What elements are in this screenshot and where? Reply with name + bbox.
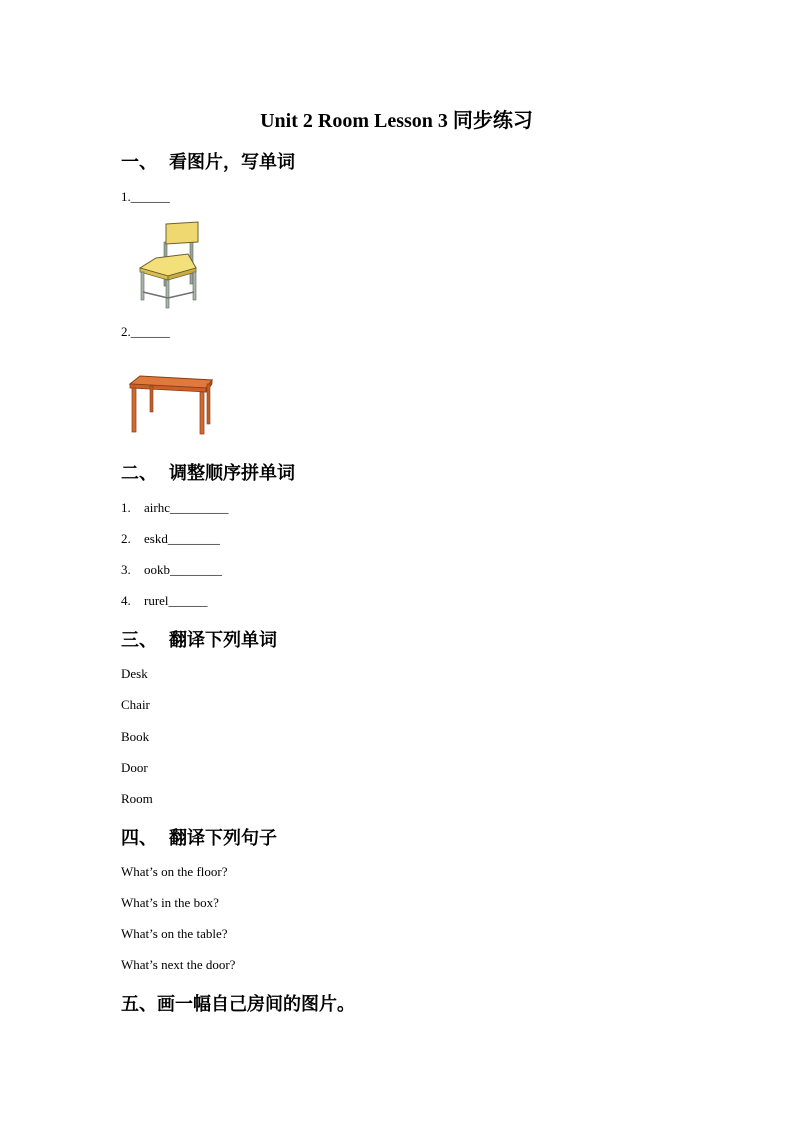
page-title: Unit 2 Room Lesson 3 同步练习 [260,110,533,132]
item-text: rurel______ [144,593,208,608]
word-item-4: Door [121,760,148,775]
sentence-item-3: What’s on the table? [121,926,228,941]
unscramble-item-3 [121,562,222,578]
word-item-5: Room [121,791,153,806]
section-4-heading [121,824,277,850]
section-1-heading [121,148,295,174]
item-text: ookb________ [144,562,222,577]
item-number: 2. [121,531,131,546]
sentence-item-2: What’s in the box? [121,895,219,910]
section-3-title: 翻译下列单词 [169,630,277,651]
chair-icon [134,218,204,310]
section-5-heading: 五、画一幅自己房间的图片。 [121,994,355,1015]
section-2-heading [121,459,295,485]
unscramble-item-2 [121,531,220,547]
item-number: 3. [121,562,131,577]
section-2-number: 二、 [121,463,157,484]
sentence-item-1: What’s on the floor? [121,864,228,879]
section-2-title: 调整顺序拼单词 [169,463,295,484]
item-text: eskd________ [144,531,220,546]
item-number: 1. [121,500,131,515]
section-4-number: 四、 [121,828,157,849]
item-number: 4. [121,593,131,608]
section-4-title: 翻译下列句子 [169,828,277,849]
item-text: airhc_________ [144,500,229,515]
unscramble-item-1 [121,500,228,516]
section-1-number: 一、 [121,152,157,173]
unscramble-item-4 [121,593,208,609]
section-1-title: 看图片，写单词 [169,152,295,173]
section-3-number: 三、 [121,630,157,651]
table-icon [128,370,216,436]
picture-item-1: 1.______ [121,189,170,204]
word-item-3: Book [121,729,150,744]
word-item-2: Chair [121,697,150,712]
section-3-heading [121,626,277,652]
sentence-item-4: What’s next the door? [121,957,236,972]
word-item-1: Desk [121,666,148,681]
picture-item-2: 2.______ [121,324,170,339]
